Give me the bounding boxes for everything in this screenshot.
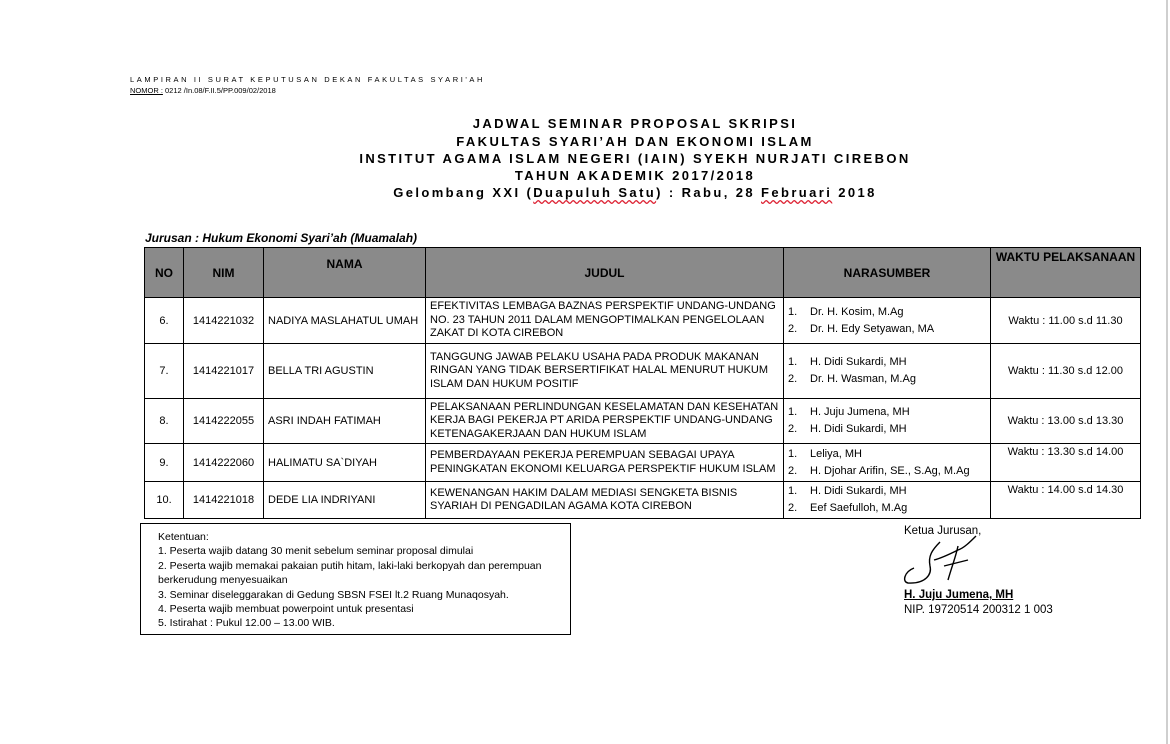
ketentuan-item-4: 4. Peserta wajib membuat powerpoint untuk presentasi: [158, 603, 414, 616]
lampiran-label: LAMPIRAN II SURAT KEPUTUSAN DEKAN FAKULTAS SYARI'AH: [130, 75, 486, 84]
narasumber-1-number: 1.: [788, 356, 798, 368]
narasumber-1: [788, 354, 986, 371]
narasumber-2: [788, 500, 986, 517]
cell-nama: ASRI INDAH FATIMAH: [264, 399, 426, 444]
narasumber-2: [788, 321, 986, 338]
cell-narasumber: [784, 444, 991, 482]
cell-nim: 1414222060: [184, 444, 264, 482]
title-date-prefix: ) : Rabu, 28: [656, 185, 762, 200]
cell-judul: PELAKSANAAN PERLINDUNGAN KESELAMATAN DAN KESEHATAN KERJA BAGI PEKERJA PT ARIDA PERSPEKTIF UNDANG-UNDANG KETENAGAKERJAAN DAN HUKUM ISLAM: [426, 399, 784, 444]
cell-judul: EFEKTIVITAS LEMBAGA BAZNAS PERSPEKTIF UNDANG-UNDANG NO. 23 TAHUN 2011 DALAM MENGOPTIMALKAN PENGELOLAAN ZAKAT DI KOTA CIREBON: [426, 298, 784, 344]
header-waktu: WAKTU PELAKSANAAN: [991, 248, 1141, 298]
table-header-row: [145, 248, 1141, 298]
header-no: NO: [145, 248, 184, 298]
narasumber-2-name: H. Djohar Arifin, SE., S.Ag, M.Ag: [810, 464, 970, 477]
cell-nim: 1414222055: [184, 399, 264, 444]
narasumber-2: [788, 421, 986, 438]
narasumber-1-name: H. Juju Jumena, MH: [810, 406, 910, 418]
page-edge: [1166, 0, 1168, 744]
cell-nama: HALIMATU SA`DIYAH: [264, 444, 426, 482]
header-nama: NAMA: [264, 248, 426, 298]
narasumber-2-number: 2.: [788, 322, 798, 335]
narasumber-1-name: Leliya, MH: [810, 447, 862, 460]
narasumber-2-number: 2.: [788, 464, 798, 477]
cell-narasumber: [784, 399, 991, 444]
cell-nim: 1414221018: [184, 482, 264, 519]
narasumber-2-number: 2.: [788, 423, 798, 435]
cell-judul: KEWENANGAN HAKIM DALAM MEDIASI SENGKETA BISNIS SYARIAH DI PENGADILAN AGAMA KOTA CIREBON: [426, 482, 784, 519]
narasumber-2-name: Dr. H. Wasman, M.Ag: [810, 373, 916, 385]
cell-narasumber: [784, 298, 991, 344]
cell-waktu: Waktu : 14.00 s.d 14.30: [991, 482, 1141, 519]
table-row: [145, 444, 1141, 482]
title-duapuluh-satu: Duapuluh Satu: [533, 185, 657, 200]
narasumber-2-number: 2.: [788, 502, 798, 514]
signature-role: Ketua Jurusan,: [904, 525, 982, 537]
narasumber-1: [788, 483, 986, 500]
title-line-4: TAHUN AKADEMIK 2017/2018: [514, 168, 756, 183]
header-narasumber: NARASUMBER: [784, 248, 991, 298]
cell-narasumber: [784, 482, 991, 519]
title-year: 2018: [832, 185, 877, 200]
table-row: [145, 482, 1141, 519]
narasumber-1-name: Dr. H. Kosim, M.Ag: [810, 305, 904, 318]
title-month: Februari: [761, 185, 833, 200]
cell-nim: 1414221017: [184, 344, 264, 399]
narasumber-2-number: 2.: [788, 373, 798, 385]
nomor-line: [130, 86, 276, 95]
ketentuan-item-2: 2. Peserta wajib memakai pakaian putih hitam, laki-laki berkopyah dan perempuan berkerudung menyesuaikan: [158, 559, 542, 587]
nomor-value: 0212 /In.08/F.II.5/PP.009/02/2018: [165, 86, 276, 95]
title-gelombang: Gelombang XXI (: [393, 185, 534, 200]
ketentuan-item-5: 5. Istirahat : Pukul 12.00 – 13.00 WIB.: [158, 617, 335, 630]
narasumber-2: [788, 463, 986, 480]
title-line-5: [0, 185, 1170, 200]
narasumber-2-name: Eef Saefulloh, M.Ag: [810, 502, 908, 514]
cell-waktu: Waktu : 13.00 s.d 13.30: [991, 399, 1141, 444]
cell-waktu: Waktu : 13.30 s.d 14.00: [991, 444, 1141, 482]
ketentuan-item-3: 3. Seminar diseleggarakan di Gedung SBSN FSEI lt.2 Ruang Munaqosyah.: [158, 588, 509, 601]
narasumber-1-number: 1.: [788, 447, 798, 460]
cell-no: 9.: [145, 444, 184, 482]
cell-nama: DEDE LIA INDRIYANI: [264, 482, 426, 519]
cell-nama: BELLA TRI AGUSTIN: [264, 344, 426, 399]
cell-no: 10.: [145, 482, 184, 519]
signature-name: H. Juju Jumena, MH: [904, 589, 1014, 601]
handwritten-signature: [900, 530, 990, 590]
narasumber-1-name: H. Didi Sukardi, MH: [810, 485, 907, 497]
title-line-2: FAKULTAS SYARI’AH DAN EKONOMI ISLAM: [456, 134, 814, 149]
table-row: [145, 298, 1141, 344]
table-row: [145, 399, 1141, 444]
cell-nama: NADIYA MASLAHATUL UMAH: [264, 298, 426, 344]
cell-no: 7.: [145, 344, 184, 399]
cell-waktu: Waktu : 11.00 s.d 11.30: [991, 298, 1141, 344]
ketentuan-box: [140, 523, 571, 635]
narasumber-2: [788, 371, 986, 388]
cell-judul: TANGGUNG JAWAB PELAKU USAHA PADA PRODUK MAKANAN RINGAN YANG TIDAK BERSERTIFIKAT HALAL MENURUT HUKUM ISLAM DAN HUKUM POSITIF: [426, 344, 784, 399]
ketentuan-title: Ketentuan:: [158, 531, 209, 543]
table-row: [145, 344, 1141, 399]
narasumber-1-number: 1.: [788, 485, 798, 497]
narasumber-1-name: H. Didi Sukardi, MH: [810, 356, 907, 368]
cell-no: 8.: [145, 399, 184, 444]
narasumber-1: [788, 446, 986, 463]
cell-no: 6.: [145, 298, 184, 344]
signature-nip: NIP. 19720514 200312 1 003: [904, 604, 1053, 616]
schedule-table: [144, 247, 1141, 519]
narasumber-1: [788, 304, 986, 321]
narasumber-1-number: 1.: [788, 406, 798, 418]
narasumber-1-number: 1.: [788, 305, 798, 318]
narasumber-1: [788, 404, 986, 421]
jurusan-label: Jurusan : Hukum Ekonomi Syari’ah (Muamalah): [145, 231, 418, 245]
title-line-3: INSTITUT AGAMA ISLAM NEGERI (IAIN) SYEKH NURJATI CIREBON: [359, 151, 911, 166]
header-nim: NIM: [184, 248, 264, 298]
narasumber-2-name: H. Didi Sukardi, MH: [810, 423, 907, 435]
cell-nim: 1414221032: [184, 298, 264, 344]
title-line-1: JADWAL SEMINAR PROPOSAL SKRIPSI: [472, 116, 798, 131]
ketentuan-item-1: 1. Peserta wajib datang 30 menit sebelum seminar proposal dimulai: [158, 545, 474, 558]
cell-waktu: Waktu : 11.30 s.d 12.00: [991, 344, 1141, 399]
header-judul: JUDUL: [426, 248, 784, 298]
cell-judul: PEMBERDAYAAN PEKERJA PEREMPUAN SEBAGAI UPAYA PENINGKATAN EKONOMI KELUARGA PERSPEKTIF HUKUM ISLAM: [426, 444, 784, 482]
narasumber-2-name: Dr. H. Edy Setyawan, MA: [810, 322, 935, 335]
cell-narasumber: [784, 344, 991, 399]
nomor-label: NOMOR :: [130, 86, 163, 95]
